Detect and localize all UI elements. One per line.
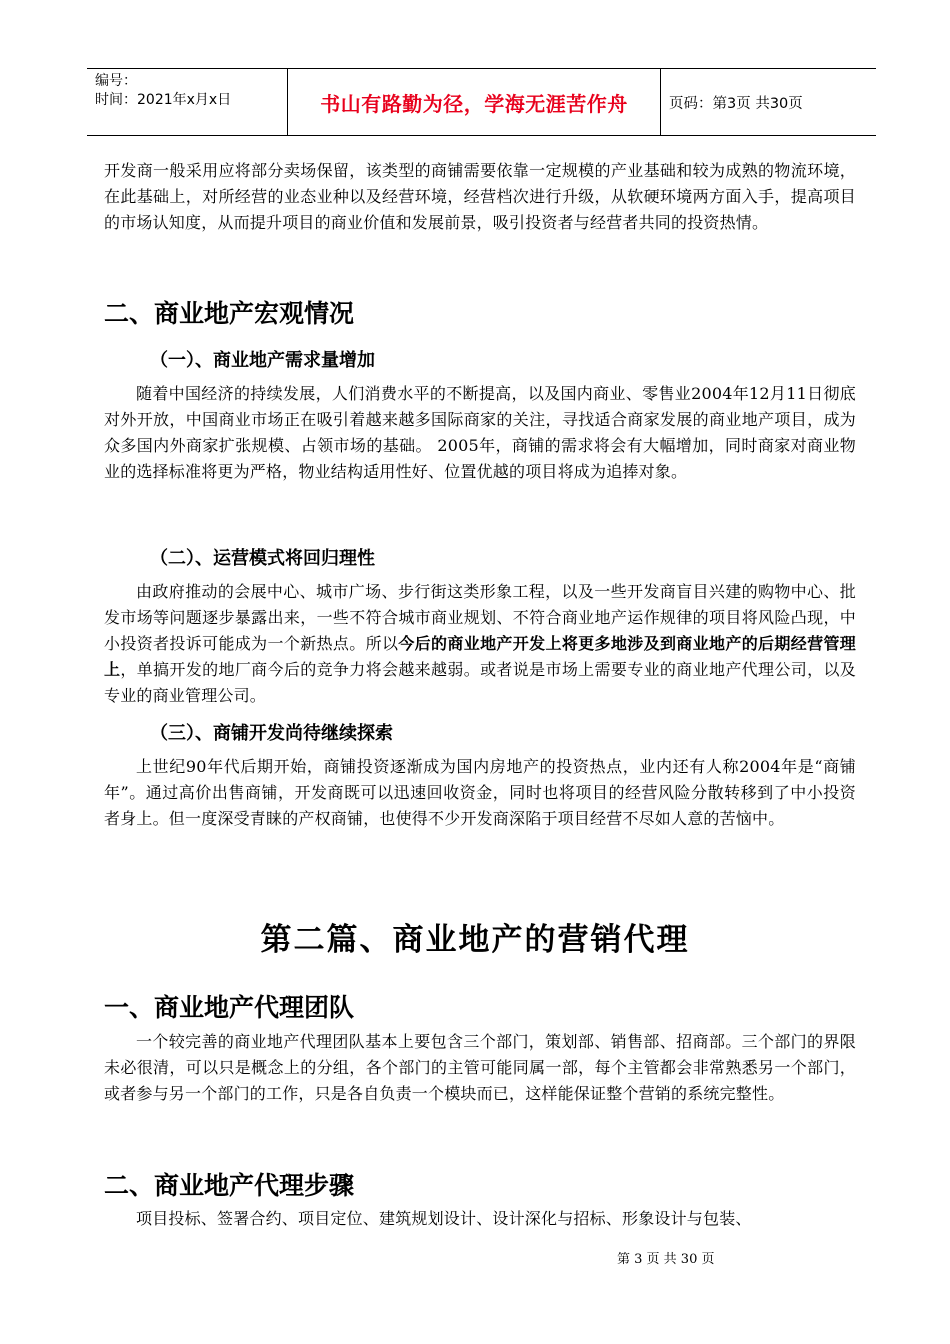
header-motto: 书山有路勤为径，学海无涯苦作舟: [320, 91, 628, 116]
shops-paragraph: 上世纪90年代后期开始，商铺投资逐渐成为国内房地产的投资热点，业内还有人称2004年是“商铺年”。通过高价出售商铺，开发商既可以迅速回收资金，同时也将项目的经营风险分散转移到了中小投资者身上。但一度深受青睐的产权商铺，也使得不少开发商深陷于项目经营不尽如人意的苦恼中。: [104, 757, 856, 828]
header-page-info: 页码：第3页 共30页: [669, 95, 803, 112]
header-motto-cell: [287, 69, 661, 135]
steps-paragraph: 项目投标、签署合约、项目定位、建筑规划设计、设计深化与招标、形象设计与包装、: [136, 1209, 752, 1228]
operation-emphasis: 今后的商业地产开发上将更多地涉及到商业地产的后期经营管理上: [104, 634, 856, 679]
demand-paragraph: 随着中国经济的持续发展，人们消费水平的不断提高，以及国内商业、零售业2004年12月11日彻底对外开放，中国商业市场正在吸引着越来越多国际商家的关注，寻找适合商家发展的商业地产项目，成为众多国内外商家扩张规模、占领市场的基础。 2005年，商铺的需求将会有大幅增加，同时商家对商业物业的选择标准将更为严格，物业结构适用性好、位置优越的项目将成为追捧对象。: [104, 384, 856, 481]
team-paragraph: 一个较完善的商业地产代理团队基本上要包含三个部门，策划部、销售部、招商部。三个部门的界限未必很清，可以只是概念上的分组，各个部门的主管可能同属一部，每个主管都会非常熟悉另一个部门，或者参与另一个部门的工作，只是各自负责一个模块而已，这样能保证整个营销的系统完整性。: [104, 1032, 856, 1103]
subsection-title-shops: （三）、商铺开发尚待继续探索: [150, 723, 393, 744]
shops-block: [104, 754, 856, 832]
intro-paragraph: 开发商一般采用应将部分卖场保留，该类型的商铺需要依靠一定规模的产业基础和较为成熟的物流环境，在此基础上，对所经营的业态业种以及经营环境，经营档次进行升级，从软硬环境两方面入手，提高项目的市场认知度，从而提升项目的商业价值和发展前景，吸引投资者与经营者共同的投资热情。: [104, 161, 856, 232]
section-title-macro: 二、商业地产宏观情况: [104, 299, 355, 328]
part-title: 第二篇、商业地产的营销代理: [260, 922, 690, 958]
demand-block: [104, 381, 856, 485]
section-title-team: 一、商业地产代理团队: [104, 993, 355, 1022]
operation-paragraph: 由政府推动的会展中心、城市广场、步行街这类形象工程，以及一些开发商盲目兴建的购物中心、批发市场等问题逐步暴露出来，一些不符合城市商业规划、不符合商业地产运作规律的项目将风险凸现，中小投资者投诉可能成为一个新热点。所以今后的商业地产开发上将更多地涉及到商业地产的后期经营管理上，单搞开发的地厂商今后的竞争力将会越来越弱。或者说是市场上需要专业的商业地产代理公司，以及专业的商业管理公司。: [104, 582, 856, 705]
subsection-title-operation: （二）、运营模式将回归理性: [150, 548, 375, 569]
team-block: [104, 1029, 856, 1107]
intro-block: [104, 158, 856, 236]
time-label: 时间：2021年x月x日: [95, 92, 232, 108]
subsection-title-demand: （一）、商业地产需求量增加: [150, 350, 375, 371]
steps-block: [104, 1206, 856, 1232]
footer-page-number: 第 3 页 共 30 页: [617, 1252, 715, 1267]
page-header: [87, 68, 876, 136]
number-label: 编号：: [95, 73, 137, 89]
operation-block: [104, 579, 856, 709]
header-meta: [87, 69, 287, 135]
section-title-steps: 二、商业地产代理步骤: [104, 1171, 355, 1200]
